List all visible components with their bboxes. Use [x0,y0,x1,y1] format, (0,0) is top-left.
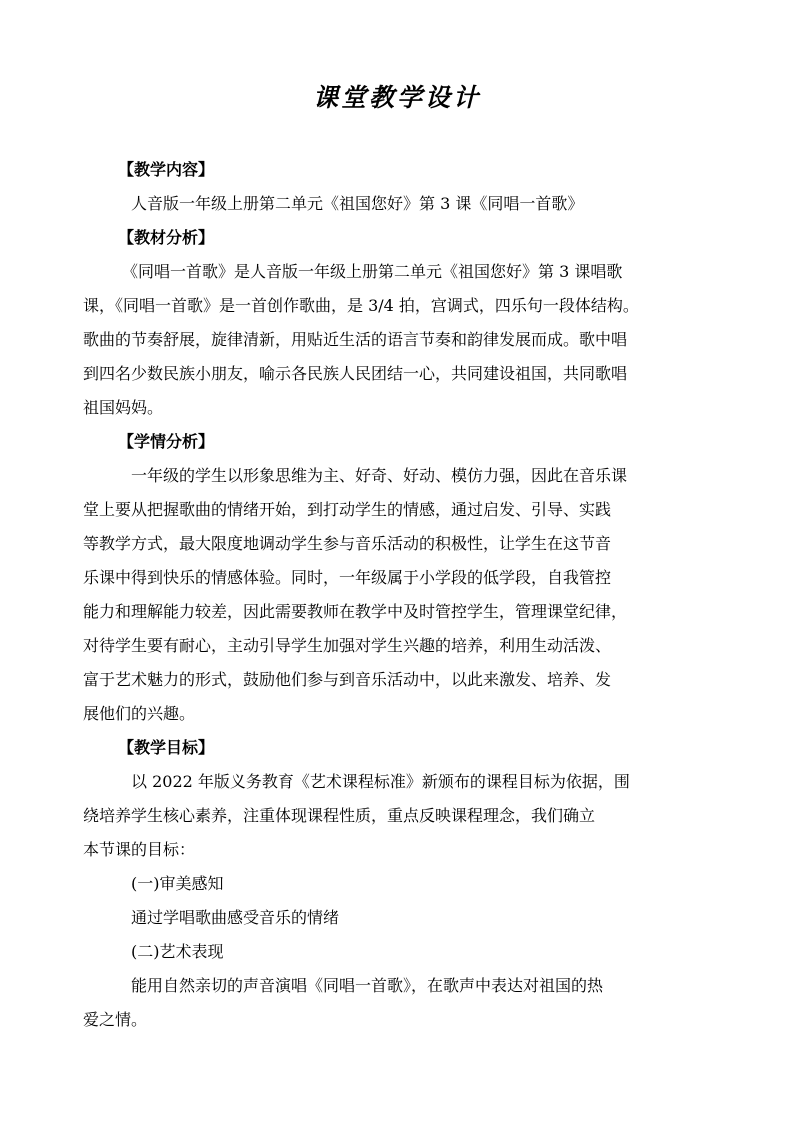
subheading-aesthetic-perception: (一)审美感知 [131,874,224,893]
paragraph-line: 能用自然亲切的声音演唱《同唱一首歌》，在歌声中表达对祖国的热 [131,976,604,995]
paragraph-line: 爱之情。 [83,1010,148,1029]
paragraph-line: 富于艺术魅力的形式，鼓励他们参与到音乐活动中，以此来激发、培养、发 [83,670,612,689]
paragraph-line: 人音版一年级上册第二单元《祖国您好》第 3 课《同唱一首歌》 [131,194,584,213]
paragraph-line: 本节课的目标： [83,840,196,859]
paragraph-line: 到四名少数民族小朋友，喻示各民族人民团结一心，共同建设祖国，共同歌唱 [83,364,628,383]
paragraph-line: 《同唱一首歌》是人音版一年级上册第二单元《祖国您好》第 3 课唱歌 [122,262,623,281]
paragraph-line: 一年级的学生以形象思维为主、好奇、好动、模仿力强，因此在音乐课 [131,466,628,485]
subheading-artistic-expression: (二)艺术表现 [131,942,224,961]
heading-material-analysis: 【教材分析】 [118,228,215,247]
heading-teaching-goals: 【教学目标】 [118,738,215,757]
paragraph-line: 堂上要从把握歌曲的情绪开始，到打动学生的情感，通过启发、引导、实践 [83,500,612,519]
paragraph-line: 通过学唱歌曲感受音乐的情绪 [131,908,340,927]
paragraph-line: 绕培养学生核心素养，注重体现课程性质，重点反映课程理念，我们确立 [83,806,596,825]
paragraph-line: 乐课中得到快乐的情感体验。同时，一年级属于小学段的低学段，自我管控 [83,568,612,587]
paragraph-line: 对待学生要有耐心，主动引导学生加强对学生兴趣的培养，利用生动活泼、 [83,636,612,655]
paragraph-line: 课，《同唱一首歌》是一首创作歌曲，是 3/4 拍，宫调式，四乐句一段体结构。 [83,296,639,315]
paragraph-line: 歌曲的节奏舒展，旋律清新，用贴近生活的语言节奏和韵律发展而成。歌中唱 [83,330,628,349]
page-title: 课堂教学设计 [312,83,481,112]
paragraph-line: 能力和理解能力较差，因此需要教师在教学中及时管控学生，管理课堂纪律， [83,602,628,621]
paragraph-line: 祖国妈妈。 [83,398,164,417]
heading-teaching-content: 【教学内容】 [118,160,215,179]
heading-student-analysis: 【学情分析】 [118,432,215,451]
paragraph-line: 展他们的兴趣。 [83,704,196,723]
paragraph-line: 以 2022 年版义务教育《艺术课程标准》新颁布的课程目标为依据，围 [131,772,630,791]
paragraph-line: 等教学方式，最大限度地调动学生参与音乐活动的积极性，让学生在这节音 [83,534,612,553]
